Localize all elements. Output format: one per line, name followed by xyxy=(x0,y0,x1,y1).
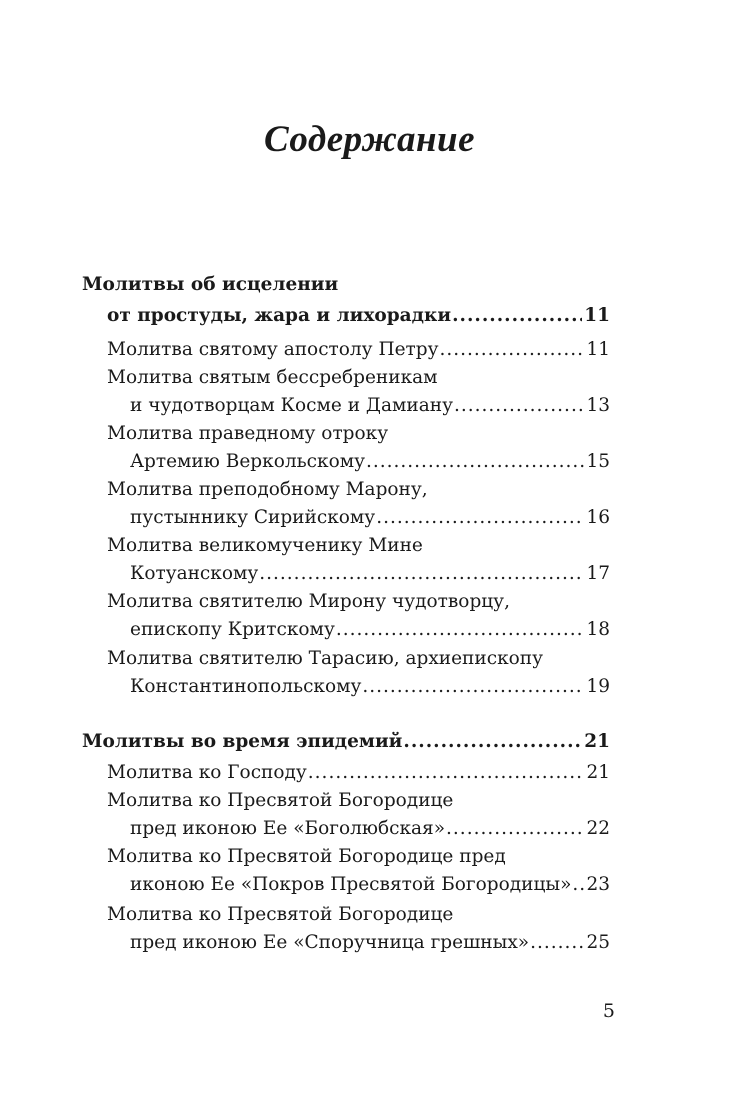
page-ref: 21 xyxy=(584,731,610,752)
dot-leader xyxy=(452,302,582,330)
page-ref: 17 xyxy=(586,563,610,584)
page-ref: 18 xyxy=(586,619,610,640)
dot-leader xyxy=(403,728,582,756)
dot-leader xyxy=(446,815,584,843)
toc-entry[interactable]: пред иконою Ее «Боголюбская» ..... 22 xyxy=(130,815,610,843)
toc-entry[interactable]: пред иконою Ее «Споручница грешных» ..... 25 xyxy=(130,929,610,957)
dot-leader xyxy=(259,560,584,588)
toc-entry-line: Молитва праведному отроку xyxy=(107,423,389,444)
toc-entry[interactable]: иконою Ее «Покров Пресвятой Богородицы» ..... 23 xyxy=(130,871,610,899)
page-title: Содержание xyxy=(263,119,476,160)
page-number: 5 xyxy=(602,1000,615,1022)
page-ref: 25 xyxy=(586,932,610,953)
toc-entry[interactable]: Молитва ко Господу ..... 21 xyxy=(107,759,610,787)
page-ref: 23 xyxy=(586,874,610,895)
dot-leader xyxy=(376,504,584,532)
toc-entry[interactable]: пустыннику Сирийскому ..... 16 xyxy=(130,504,610,532)
section-heading-entry[interactable]: Молитвы во время эпидемий ..... 21 xyxy=(82,728,610,756)
page-ref: 15 xyxy=(586,451,610,472)
dot-leader xyxy=(366,448,584,476)
page-ref: 21 xyxy=(586,762,610,783)
toc-entry[interactable]: Котуанскому ..... 17 xyxy=(130,560,610,588)
page-ref: 11 xyxy=(584,305,610,326)
toc-entry-line: Молитва ко Пресвятой Богородице xyxy=(107,790,454,811)
toc-entry[interactable]: Молитва святому апостолу Петру ..... 11 xyxy=(107,336,610,364)
dot-leader xyxy=(530,929,584,957)
page-ref: 22 xyxy=(586,818,610,839)
toc-entry[interactable]: Константинопольскому ..... 19 xyxy=(130,673,610,701)
page-ref: 16 xyxy=(586,507,610,528)
section-heading-entry[interactable]: от простуды, жара и лихорадки ..... 11 xyxy=(107,302,610,330)
page-ref: 13 xyxy=(586,395,610,416)
toc-entry-line: Молитва преподобному Марону, xyxy=(107,479,428,500)
toc-entry[interactable]: епископу Критскому ..... 18 xyxy=(130,616,610,644)
dot-leader xyxy=(362,673,584,701)
toc-entry[interactable]: Артемию Веркольскому ..... 15 xyxy=(130,448,610,476)
dot-leader xyxy=(308,759,585,787)
section-heading: Молитвы об исцелении xyxy=(82,274,339,295)
page-ref: 19 xyxy=(586,676,610,697)
dot-leader xyxy=(440,336,585,364)
page-ref: 11 xyxy=(586,339,610,360)
toc-entry-line: Молитва великомученику Мине xyxy=(107,535,423,556)
toc-entry[interactable]: и чудотворцам Косме и Дамиану ..... 13 xyxy=(130,392,610,420)
toc-entry-line: Молитва святителю Тарасию, архиепископу xyxy=(107,648,543,669)
toc-entry-line: Молитва ко Пресвятой Богородице пред xyxy=(107,846,506,867)
toc-entry-line: Молитва святым бессребреникам xyxy=(107,367,438,388)
toc-entry-line: Молитва ко Пресвятой Богородице xyxy=(107,904,454,925)
dot-leader xyxy=(572,871,584,899)
dot-leader xyxy=(454,392,584,420)
toc-entry-line: Молитва святителю Мирону чудотворцу, xyxy=(107,591,510,612)
dot-leader xyxy=(336,616,585,644)
